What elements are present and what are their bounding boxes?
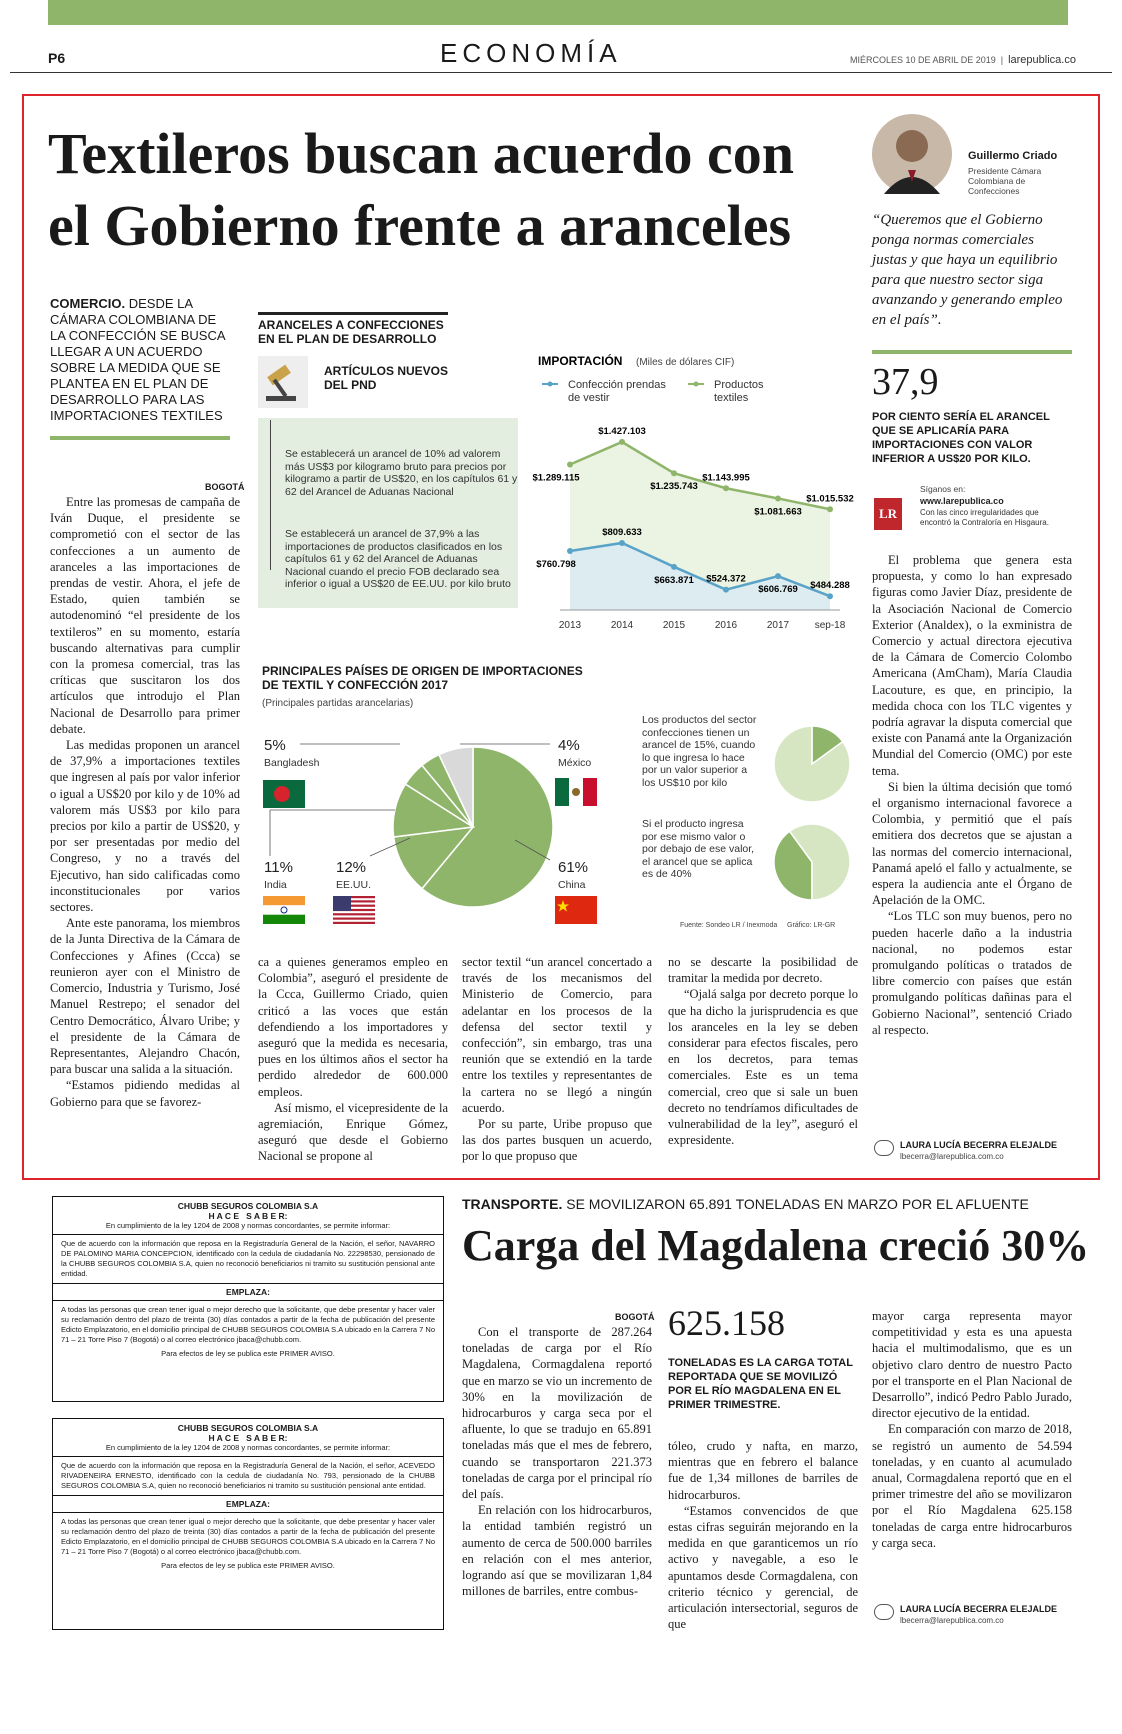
chart-subtitle: (Miles de dólares CIF) [636,357,735,368]
chart-title: IMPORTACIÓN [538,354,623,368]
ad-hace-saber: H A C E S A B E R: [208,1433,288,1443]
paragraph: En comparación con marzo de 2018, se registró un aumento de 54.594 toneladas, y en cuanto al acumulado anual, Cormagdalena reportó que en el primer trimestre del año se movilizaron por el Río Magdalena 625.158 toneladas de carga entre hidrocarburos y carga seca. [872,1422,1072,1550]
data-point [567,462,573,468]
bangladesh-flag-icon [263,780,305,808]
usa-flag-icon [333,896,375,924]
data-label: $484.288 [810,580,850,592]
tariff-15-pie [772,724,852,804]
leader-line [370,838,410,856]
india-flag-icon [263,896,305,924]
paragraph: “Estamos pidiendo medidas al Gobierno para que se favorez- [50,1078,240,1109]
data-label: $1.143.995 [702,472,750,484]
data-label: $1.015.532 [806,493,854,505]
data-label: $1.289.115 [532,472,580,484]
person-name: Guillermo Criado [968,150,1058,162]
legend-marker [548,382,553,387]
paragraph: tóleo, crudo y nafta, en marzo, mientras que en febrero el balance fue de 1,34 millones de barriles de hidrocarburos. [668,1439,858,1502]
paragraph: mayor carga representa mayor competitividad y esta es una apuesta hacia el multimodalismo, que es un objetivo claro dentro de nuestro Pacto por el transporte en el Plan Nacional de Desarrollo”, indicó Pedro Pablo Jurado, director ejecutivo de la entidad. [872,1309,1072,1421]
legend-label: de vestir [568,392,610,404]
tick-label: 2015 [662,620,686,631]
data-label: $1.235.743 [650,481,698,493]
data-point [723,485,729,491]
data-label: $760.798 [536,558,576,570]
tick-label: sep-18 [814,620,846,631]
legend-marker [694,382,699,387]
data-label: $1.427.103 [598,425,646,437]
story2-column-2 [668,1438,858,1632]
article-column-4 [668,954,858,1176]
paragraph: no se descarte la posibilidad de tramitar la medida por decreto. [668,955,858,986]
paragraph: “Estamos convencidos de que estas cifras seguirán mejorando en la medida en que garanticemos un río activo y navegable, a eso le apuntamos desde Cormagdalena, con criterio técnico y gerencial, de articulación intersectorial, seguros de que [668,1503,858,1632]
ad-company: CHUBB SEGUROS COLOMBIA S.A [177,1201,319,1211]
china-flag-icon [555,896,597,924]
data-point [671,564,677,570]
paragraph: ca a quienes generamos empleo en Colombia”, aseguró el presidente de la Ccca, Guillermo Criado, quien criticó a las voces que están defendiendo a los importadores y aseguró que la medida es necesaria, pues en los últimos años el sector ha perdido alrededor de 600.000 empleos. [258,955,448,1099]
data-point [827,506,833,512]
article-column-1 [50,494,240,1174]
paragraph: Entre las promesas de campaña de Iván Duque, el presidente se comprometió con el sector de las confecciones a un aumento de aranceles a las importaciones de prendas de vestir. Ahora, el jefe de Estado, quien también se autodenominó “el presidente de los textileros” en su momento, estaría buscando alternativas para cumplir con la promesa comercial, tras las críticas que suscitaron los dos artículos que introdujo el Plan Nacional de Desarrollo para primer debate. [50,495,240,736]
tariff-note-2: Si el producto ingresa por ese mismo valor o por debajo de ese valor, el arancel que se aplica es de 40% [642,818,755,880]
article-column-5 [872,552,1072,1128]
story2-stat-value: 625.158 [668,1303,785,1343]
ad-footer: Para efectos de ley se publica este PRIMER AVISO. [161,1561,335,1570]
data-label: $809.633 [602,526,642,538]
legal-notice-1 [52,1196,444,1402]
avatar [872,114,952,194]
slice-country-label: EE.UU. [336,879,372,891]
legend-label: textiles [714,392,749,404]
countries-subtitle: (Principales partidas arancelarias) [262,698,414,709]
stat-value: 37,9 [872,361,939,403]
ad-company: CHUBB SEGUROS COLOMBIA S.A [177,1423,319,1433]
article-bullet-2: Se establecerá un arancel de 37,9% a las importaciones de productos clasificados en los capítulos 61 y 62 del Arancel de Aduanas Nacional cuando el precio FOB declarado sea inferior o igual a US$20 de EE.UU. por kilo bruto [285,528,511,590]
data-label: $524.372 [706,573,746,585]
legal-notice-2 [52,1418,444,1630]
data-point [671,470,677,476]
paragraph: Con el transporte de 287.264 toneladas de carga por el Río Magdalena, Cormagdalena reportó que en marzo se vio un incremento de 30% en la movilización de hidrocarburos y carga seca por el afluente, lo que se tradujo en 65.891 toneladas más que el mes de febrero, cuando se transportaron 221.373 toneladas de carga por el principal río del país. [462,1325,652,1502]
intro-rule [50,436,230,440]
data-point [827,593,833,599]
author-icon [874,1140,894,1156]
tick-label: 2014 [610,620,634,631]
ad-law: En cumplimiento de la ley 1204 de 2008 y normas concordantes, se permite informar: [105,1221,391,1230]
story-intro: COMERCIO. DESDE LA CÁMARA COLOMBIANA DE LA CONFECCIÓN SE BUSCA LLEGAR A UN ACUERDO SOBRE LA MEDIDA QUE SE PLANTEA EN EL PLAN DE DESARROLLO PARA LAS IMPORTACIONES TEXTILES [50,296,225,423]
author-name: LAURA LUCÍA BECERRA ELEJALDE [900,1140,1058,1150]
ad-emplaza-label: EMPLAZA: [226,1287,270,1297]
tariff-40-pie [772,822,852,902]
sidebar-rule [872,350,1072,354]
slice-value-label: 12% [336,859,367,876]
ad-body: Que de acuerdo con la información que reposa en la Registraduría General de la Nación, el señor, NAVARRO DE PALOMINO MARIA CONCEPCION, identificado con la cedula de ciudadanía No. 22298530, pensionado de la CHUBB SEGUROS COLOMBIA S.A, quien no reconoció beneficiarios ni tramito su sustitución pensional ante entidad. [61,1239,435,1278]
data-label: $1.081.663 [754,506,802,518]
tick-label: 2016 [714,620,738,631]
countries-title: PRINCIPALES PAÍSES DE ORIGEN DE IMPORTACIONES DE TEXTIL Y CONFECCIÓN 2017 [262,664,583,692]
paragraph: Así mismo, el vicepresidente de la agremiación, Enrique Gómez, aseguró que desde el Gobierno Nacional se propone al [258,1100,448,1164]
slice-value-label: 5% [264,737,286,754]
ad-hace-saber: H A C E S A B E R: [208,1211,288,1221]
issue-date: MIÉRCOLES 10 DE ABRIL DE 2019 | larepublica.co [850,54,1076,66]
ad-body: Que de acuerdo con la información que reposa en la Registraduría General de la Nación, el señor, ACEVEDO RIVADENEIRA ERNESTO, identificado con la cedula de ciudadanía No. 793, pensionado de la CHUBB SEGUROS COLOMBIA S.A, quien no reconoció beneficiarios ni tramito su sustitución pensional ante entidad. [61,1461,435,1490]
data-point [775,495,781,501]
paragraph: “Los TLC son muy buenos, pero no pueden hacerle daño a la industria nacional, no podemos estar promulgando políticas o tratados de libre comercio con países que están promulgando políticas dañinas para el Gobierno Nacional”, sentenció Criado al respecto. [872,909,1072,1037]
data-point [567,548,573,554]
slice-country-label: India [264,879,287,891]
paragraph: Ante este panorama, los miembros de la Junta Directiva de la Cámara de Confecciones y Afines (Ccca) se reunieron ayer con el Ministro de Comercio, Industria y Turismo, José Manuel Restrepo; el senador del Centro Democrático, Álvaro Uribe; y el presidente de la Cámara de Representantes, Alejandro Chacón, para buscar una salida a la situación. [50,916,240,1077]
slice-value-label: 61% [558,859,589,876]
story2-author-email: lbecerra@larepublica.com.co [900,1616,1004,1625]
tick-label: 2017 [766,620,790,631]
data-point [775,573,781,579]
section-title: ECONOMÍA [440,38,622,68]
follow-url[interactable]: www.larepublica.co [920,496,1004,506]
bullet-line [270,420,271,570]
paragraph: Las medidas proponen un arancel de 37,9% a importaciones textiles que ingresen al país por valor inferior o igual a US$20 por kilo y de 10% ad valorem más US$3 por kilo para precios por kilo a partir de US$20, y por ser presentadas por medio del Congreso, y no a través del Ejecutivo, han sido calificadas como inconstitucionales por varios sectores. [50,738,240,915]
articles-label: ARTÍCULOS NUEVOS DEL PND [324,364,449,392]
data-label: $606.769 [758,584,798,596]
stat-text: POR CIENTO SERÍA EL ARANCEL QUE SE APLICARÍA PARA IMPORTACIONES CON VALOR INFERIOR A US$20 POR KILO. [872,411,1050,465]
author-icon [874,1604,894,1620]
mexico-flag-icon [555,778,597,806]
follow-text: Con las cinco irregularidades que encontró la Contraloría en Hisgaura. [920,508,1049,527]
article-column-2 [258,954,448,1176]
story2-column-1 [462,1324,652,1624]
story2-kicker: TRANSPORTE. SE MOVILIZARON 65.891 TONELADAS EN MARZO POR EL AFLUENTE [462,1196,1029,1212]
story2-stat-text: TONELADAS ES LA CARGA TOTAL REPORTADA QUE SE MOVILIZÓ POR EL RÍO MAGDALENA EN EL PRIMER TRIMESTRE. [668,1357,853,1411]
story2-author: LAURA LUCÍA BECERRA ELEJALDE [900,1604,1058,1614]
ad-emplaza-label: EMPLAZA: [226,1499,270,1509]
paragraph: Por su parte, Uribe propuso que las dos partes busquen un acuerdo, por lo que propuso que [462,1117,652,1164]
gavel-icon [258,356,308,408]
slice-country-label: China [558,879,586,891]
paragraph: Si bien la última decisión que tomó el organismo internacional favorece a Colombia, y permitió que el país emitiera dos decretos que se ajustan a las normas del comercio internacional, Panamá apeló el fallo y actualmente, se espera la audiencia ante el Órgano de Apelación de la OMC. [872,779,1072,908]
data-point [619,540,625,546]
top-color-bar [48,0,1068,25]
data-point [723,587,729,593]
graphic-box-title: ARANCELES A CONFECCIONES EN EL PLAN DE DESARROLLO [258,312,448,346]
story2-dateline: BOGOTÁ [615,1312,655,1322]
main-headline: Textileros buscan acuerdo con el Gobierno frente a aranceles [48,121,794,258]
leader-line [515,840,550,860]
paragraph: sector textil “un arancel concertado a través de los mecanismos del Ministerio de Comercio, para adelantar en los procesos de la defensa del sector textil y confección”, sin embargo, tras una reunión que se extendió en la tarde entre los textiles y representantes de la cartera no se llegó a ningún acuerdo. [462,955,652,1115]
paragraph: El problema que genera esta propuesta, y como lo han expresado figuras como Javier Díaz, presidente de la Asociación Nacional de Comercio Exterior (Analdex), o la exministra de Comercio y actual directora ejecutiva de la Cámara de Comercio Colombo Americana (AmCham), María Claudia Lacouture, es que, en principio, la medida choca con los TLC vigentes y podría agravar la disputa comercial que existe con Panamá ante la Organización Mundial del Comercio (OMC) por este tema. [872,553,1072,778]
graphic-source: Fuente: Sondeo LR / Inexmoda Gráfico: LR-GR [680,922,836,929]
header-rule [10,72,1112,73]
slice-value-label: 4% [558,737,580,754]
lr-logo: LR [874,498,902,530]
slice-country-label: Bangladesh [264,757,320,769]
data-label: $663.871 [654,574,694,586]
slice-value-label: 11% [264,859,293,876]
import-line-chart [530,340,860,660]
tariff-note-1: Los productos del sector confecciones tienen un arancel de 15%, cuando lo que ingresa lo hace por un valor superior a los US$10 por kilo [642,714,757,789]
tick-label: 2013 [558,620,582,631]
person-role: Presidente Cámara Colombiana de Confecciones [968,166,1042,196]
ad-footer: Para efectos de ley se publica este PRIMER AVISO. [161,1349,335,1358]
story2-column-3 [872,1308,1072,1598]
ad-law: En cumplimiento de la ley 1204 de 2008 y normas concordantes, se permite informar: [105,1443,391,1452]
follow-label: Síganos en: [920,484,966,494]
dateline: BOGOTÁ [205,482,245,492]
article-bullet-1: Se establecerá un arancel de 10% ad valorem más US$3 por kilogramo bruto para precios por kilogramo a partir de US$20, en los capítulos 61 y 62 del Arancel de Aduanas Nacional [285,448,518,498]
story2-headline: Carga del Magdalena creció 30% [462,1221,1090,1270]
slice-country-label: México [558,757,592,769]
pull-quote: “Queremos que el Gobierno ponga normas comerciales justas y que haya un equilibrio para que nuestro sector siga avanzando y generando empleo en el país”. [872,212,1063,328]
page-number: P6 [48,50,66,66]
paragraph: En relación con los hidrocarburos, la entidad también registró un aumento de cerca de 500.000 barriles en relación con el mes anterior, logrando así que se movilizaran 1,84 millones de barriles, entre combus- [462,1503,652,1599]
ad-emplaza: A todas las personas que crean tener igual o mejor derecho que la solicitante, que debe presentar y hacer valer su reclamación dentro del plazo de treinta (30) días contados a partir de la fecha de publicación del presente Edicto Emplazatorio, en el domicilio principal de CHUBB SEGUROS COLOMBIA S.A ubicado en la Carrera 7 No 71 – 21 Torre Piso 7 (Bogotá) o al correo electrónico jbaca@chubb.com. [61,1517,435,1556]
legend-label: Productos [714,379,764,391]
data-point [619,439,625,445]
article-column-3 [462,954,652,1176]
paragraph: “Ojalá salga por decreto porque lo que ha dicho la jurisprudencia es que los aranceles en la ley se deben considerar para efectos fiscales, pero en los decretos, para temas comerciales. Este es un tema comercial, creo que si sale un buen decreto no tendríamos dificultades de vulnerabilidad de la ley”, aseguró el expresidente. [668,987,858,1148]
author-email: lbecerra@larepublica.com.co [900,1152,1004,1161]
ad-emplaza: A todas las personas que crean tener igual o mejor derecho que la solicitante, que debe presentar y hacer valer su reclamación dentro del plazo de treinta (30) días contados a partir de la fecha de publicación del presente Edicto Emplazatorio, en el domicilio principal de CHUBB SEGUROS COLOMBIA S.A ubicado en la Carrera 7 No 71 – 21 Torre Piso 7 (Bogotá) o al correo electrónico jbaca@chubb.com. [61,1305,435,1344]
legend-label: Confección prendas [568,379,666,391]
